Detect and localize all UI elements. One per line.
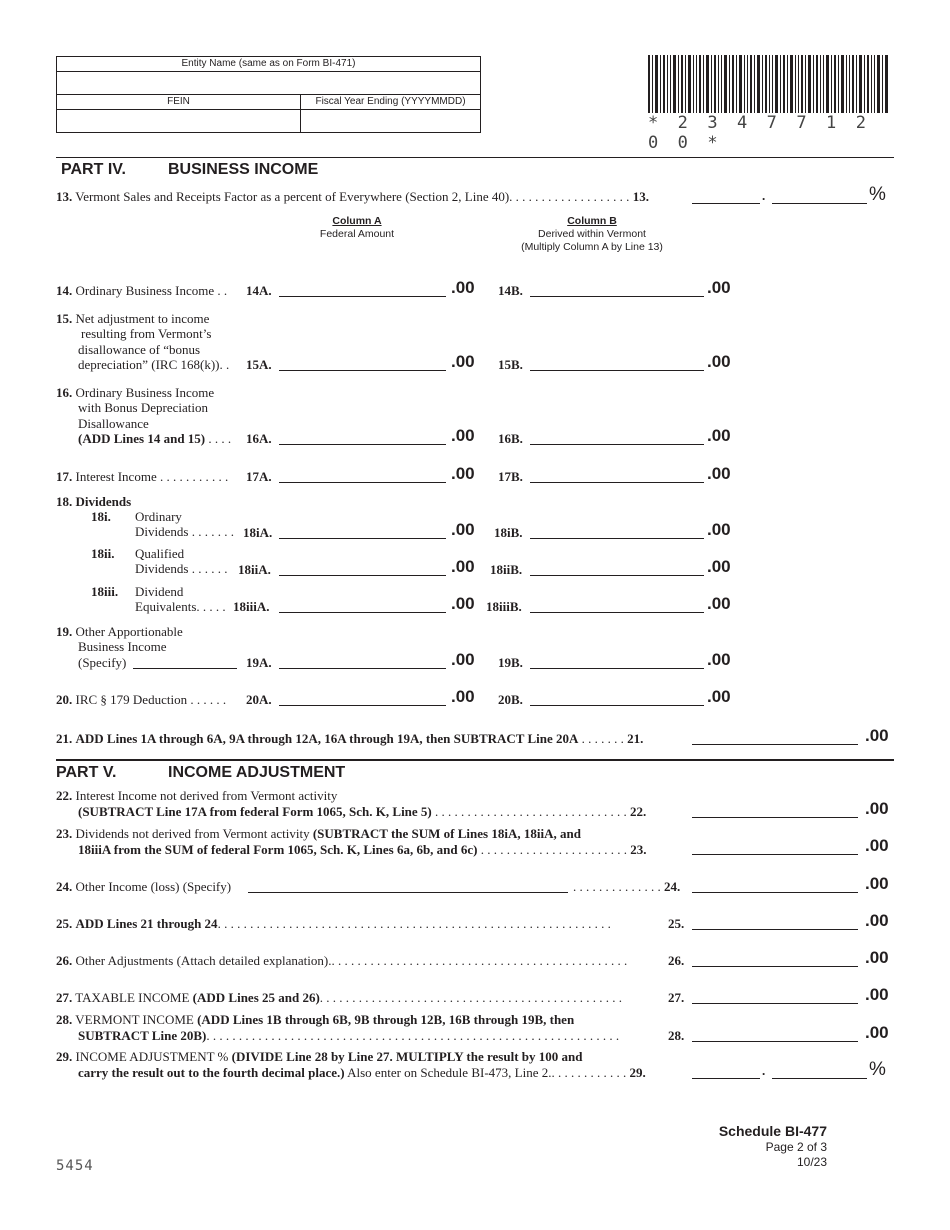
line14a-cents: .00	[451, 278, 475, 297]
line18ii-text-1: Qualified	[135, 546, 185, 561]
line18-text: Dividends	[75, 494, 132, 509]
line16-dots: . . . .	[208, 430, 232, 446]
line28-ref: 28.	[668, 1028, 685, 1043]
line27-bold: (ADD Lines 25 and 26)	[192, 990, 320, 1005]
line14a-field[interactable]	[279, 283, 446, 297]
line22-text-2: (SUBTRACT Line 17A from federal Form 1065, Sch. K, Line 5)	[78, 803, 432, 819]
line17-number: 17.	[56, 469, 73, 484]
line21-text: ADD Lines 1A through 6A, 9A through 12A, 16A through 19A, then SUBTRACT Line 20A	[75, 731, 579, 746]
line18ii-text-2: Dividends . . . . . .	[135, 561, 228, 577]
line18iiib-cents: .00	[707, 594, 731, 613]
line24-label	[56, 879, 231, 895]
line27-cents: .00	[865, 985, 889, 1004]
line22-label	[56, 788, 646, 819]
line20-ref-b: 20B.	[498, 692, 523, 707]
line18iia-field[interactable]	[279, 562, 446, 576]
part5-label: PART V.	[56, 764, 117, 781]
line20-ref-a: 20A.	[246, 692, 272, 707]
line24-cents: .00	[865, 874, 889, 893]
line22-cents: .00	[865, 799, 889, 818]
line27-field[interactable]	[692, 990, 858, 1004]
entity-name-label: Entity Name (same as on Form BI-471)	[57, 57, 480, 72]
column-b-header	[512, 215, 672, 254]
line17b-cents: .00	[707, 464, 731, 483]
line13-decimal-field[interactable]	[772, 190, 867, 204]
line15a-field[interactable]	[279, 357, 446, 371]
line24-specify-field[interactable]	[248, 879, 568, 893]
page-number: Page 2 of 3	[765, 1140, 827, 1154]
line19b-field[interactable]	[530, 655, 704, 669]
line18i-ref-a: 18iA.	[243, 525, 273, 540]
line18ii-ref-a: 18iiA.	[238, 562, 271, 577]
line18iii-number: 18iii.	[91, 584, 119, 599]
line23-text-1a: Dividends not derived from Vermont activity	[75, 826, 310, 841]
line19a-field[interactable]	[279, 655, 446, 669]
line24-tail	[573, 879, 680, 895]
line28-field[interactable]	[692, 1028, 858, 1042]
line14-ref-b: 14B.	[498, 283, 523, 298]
line17b-field[interactable]	[530, 469, 704, 483]
line26-dots: . . . . . . . . . . . . . . . . . . . . . . . . . . . . . . . . . . . . . . . . . . . . . .	[331, 953, 628, 968]
line28-number: 28.	[56, 1012, 73, 1027]
line29-percent: %	[869, 1059, 886, 1080]
line14-label	[56, 283, 227, 299]
footer-block	[650, 1122, 827, 1170]
line18iii-ref-b: 18iiiB.	[486, 599, 522, 614]
line29-decimal-field[interactable]	[772, 1065, 867, 1079]
part4-rule	[56, 157, 894, 158]
line18iiib-field[interactable]	[530, 599, 704, 613]
header-box	[56, 56, 481, 133]
line19-text-2: Business Income	[78, 639, 167, 655]
column-b-sub: Derived within Vermont	[538, 228, 646, 240]
line29-text-2b: Also enter on Schedule BI-473, Line 2.	[347, 1064, 552, 1080]
line19a-cents: .00	[451, 650, 475, 669]
line16-number: 16.	[56, 385, 73, 400]
line13-percent: %	[869, 184, 886, 205]
line29-ref: 29.	[629, 1064, 646, 1080]
line16-ref-a: 16A.	[246, 431, 272, 446]
line17a-cents: .00	[451, 464, 475, 483]
line19-specify-field[interactable]	[133, 655, 237, 669]
line24-text: Other Income (loss) (Specify)	[75, 879, 232, 894]
line18i-text-2: Dividends . . . . . . .	[135, 524, 234, 540]
line21-cents: .00	[865, 726, 889, 745]
line19-text-3: (Specify)	[78, 654, 127, 670]
line27-label	[56, 990, 666, 1006]
line13-ref: 13.	[632, 189, 649, 204]
line22-field[interactable]	[692, 804, 858, 818]
line21-dots: . . . . . . .	[581, 731, 624, 746]
line22-ref: 22.	[630, 803, 647, 819]
line25-cents: .00	[865, 911, 889, 930]
line16b-cents: .00	[707, 426, 731, 445]
line20b-cents: .00	[707, 687, 731, 706]
line14-number: 14.	[56, 283, 73, 298]
line29-text-1b: (DIVIDE Line 28 by Line 27. MULTIPLY the result by 100 and	[231, 1049, 583, 1064]
fiscal-year-label: Fiscal Year Ending (YYYYMMDD)	[301, 95, 480, 110]
line18iia-cents: .00	[451, 557, 475, 576]
line26-text: Other Adjustments (Attach detailed explanation).	[75, 953, 332, 968]
part5-title: INCOME ADJUSTMENT	[168, 764, 346, 781]
line20-label	[56, 692, 226, 708]
line18iii-text-2: Equivalents. . . . .	[135, 599, 226, 615]
line28-label	[56, 1012, 646, 1043]
line25-ref: 25.	[668, 916, 685, 931]
line15-text-3: disallowance of “bonus	[78, 341, 201, 357]
column-a-sub: Federal Amount	[319, 228, 395, 240]
line22-text-1: Interest Income not derived from Vermont activity	[75, 788, 338, 803]
form-code: 5454	[56, 1158, 94, 1174]
line19-ref-b: 19B.	[498, 655, 523, 670]
part5-rule	[56, 759, 894, 761]
line19b-cents: .00	[707, 650, 731, 669]
column-b-title: Column B	[567, 215, 617, 227]
line25-dots: . . . . . . . . . . . . . . . . . . . . . . . . . . . . . . . . . . . . . . . . . . . . . . . . . . . . . . . . . . . . .	[217, 916, 611, 931]
line15-ref-b: 15B.	[498, 357, 523, 372]
line27-text: TAXABLE INCOME	[75, 990, 190, 1005]
line29-decimal: .	[762, 1063, 766, 1078]
line29-whole-field[interactable]	[692, 1065, 760, 1079]
line13-whole-field[interactable]	[692, 190, 760, 204]
barcode-image	[648, 55, 888, 113]
entity-name-field[interactable]	[57, 72, 480, 95]
column-b-sub2: (Multiply Column A by Line 13)	[521, 241, 663, 253]
line20a-cents: .00	[451, 687, 475, 706]
line18iii-label	[135, 584, 226, 615]
line18i-ref-b: 18iB.	[494, 525, 523, 540]
line17-text: Interest Income . . . . . . . . . . .	[75, 469, 229, 484]
line18i-label	[135, 509, 234, 540]
line29-text-1a: INCOME ADJUSTMENT %	[75, 1049, 229, 1064]
line15-text-2: resulting from Vermont’s	[81, 326, 212, 342]
line14b-cents: .00	[707, 278, 731, 297]
line18ia-field[interactable]	[279, 525, 446, 539]
line13-row	[56, 189, 649, 205]
fiscal-year-field[interactable]	[301, 110, 480, 132]
line27-dots: . . . . . . . . . . . . . . . . . . . . . . . . . . . . . . . . . . . . . . . . . . . . . . .	[319, 990, 623, 1005]
line18ia-cents: .00	[451, 520, 475, 539]
line18iii-text-1: Dividend	[135, 584, 184, 599]
line24-ref: 24.	[664, 879, 681, 894]
barcode-number: * 2 3 4 7 7 1 2 0 0 *	[648, 113, 871, 153]
line17a-field[interactable]	[279, 469, 446, 483]
line20a-field[interactable]	[279, 692, 446, 706]
line28-cents: .00	[865, 1023, 889, 1042]
line18ib-field[interactable]	[530, 525, 704, 539]
line18i-text-1: Ordinary	[135, 509, 182, 524]
line17-ref-a: 17A.	[246, 469, 272, 484]
line27-ref: 27.	[668, 990, 685, 1005]
line26-ref: 26.	[668, 953, 685, 968]
line13-decimal: .	[762, 188, 766, 203]
line26-label	[56, 953, 666, 969]
line22-dots: . . . . . . . . . . . . . . . . . . . . . . . . . . . . . .	[435, 803, 627, 819]
line16-label	[56, 385, 231, 446]
line16b-field[interactable]	[530, 431, 704, 445]
column-a-header	[297, 215, 417, 241]
line18iib-field[interactable]	[530, 562, 704, 576]
line15-text-1: Net adjustment to income	[75, 311, 210, 326]
line28-text-1a: VERMONT INCOME	[75, 1012, 194, 1027]
line29-text-2a: carry the result out to the fourth decimal place.)	[78, 1064, 345, 1080]
schedule-name: Schedule BI-477	[718, 1123, 827, 1139]
line19-ref-a: 19A.	[246, 655, 272, 670]
part4-label: PART IV.	[61, 161, 126, 178]
line26-cents: .00	[865, 948, 889, 967]
line14-ref-a: 14A.	[246, 283, 272, 298]
line26-field[interactable]	[692, 953, 858, 967]
line25-label	[56, 916, 690, 932]
fein-field[interactable]	[57, 110, 301, 132]
line21-field[interactable]	[692, 731, 858, 745]
line18ii-label	[135, 546, 227, 577]
line20b-field[interactable]	[530, 692, 704, 706]
line20-text: IRC § 179 Deduction . . . . . .	[75, 692, 227, 707]
line28-dots: . . . . . . . . . . . . . . . . . . . . . . . . . . . . . . . . . . . . . . . . . . . . . . . . . . . . . . . . . . . . . . . .	[206, 1027, 620, 1043]
line24-dots: . . . . . . . . . . . . . .	[573, 879, 661, 894]
line18-label	[56, 494, 131, 510]
line18ib-cents: .00	[707, 520, 731, 539]
line28-text-1b: (ADD Lines 1B through 6B, 9B through 12B, 16B through 19B, then	[197, 1012, 575, 1027]
line21-label	[56, 731, 643, 747]
line13-number: 13.	[56, 189, 73, 204]
line27-number: 27.	[56, 990, 73, 1005]
line16-text-2: with Bonus Depreciation	[78, 400, 208, 416]
line22-number: 22.	[56, 788, 73, 803]
line16-ref-b: 16B.	[498, 431, 523, 446]
line23-ref: 23.	[630, 841, 647, 857]
line24-field[interactable]	[692, 879, 858, 893]
line17-label	[56, 469, 228, 485]
fein-label: FEIN	[57, 95, 301, 110]
line24-number: 24.	[56, 879, 73, 894]
revision-date: 10/23	[796, 1155, 827, 1169]
line17-ref-b: 17B.	[498, 469, 523, 484]
line23-cents: .00	[865, 836, 889, 855]
line13-text: Vermont Sales and Receipts Factor as a percent of Everywhere (Section 2, Line 40). . . . . . . . . . . . . . . . . . .	[75, 189, 630, 204]
line18ii-number: 18ii.	[91, 546, 115, 561]
line29-dots: . . . . . . . . . . . .	[551, 1064, 627, 1080]
line15b-field[interactable]	[530, 357, 704, 371]
line15-ref-a: 15A.	[246, 357, 272, 372]
line16-text-3: Disallowance	[78, 415, 149, 431]
line18iiia-field[interactable]	[279, 599, 446, 613]
line18-number: 18.	[56, 494, 73, 509]
line18iiia-cents: .00	[451, 594, 475, 613]
line29-label	[56, 1049, 646, 1080]
line15-number: 15.	[56, 311, 73, 326]
line16-text-1: Ordinary Business Income	[75, 385, 215, 400]
line21-number: 21.	[56, 731, 73, 746]
line23-text-1b: (SUBTRACT the SUM of Lines 18iA, 18iiA, and	[312, 826, 581, 841]
line16a-cents: .00	[451, 426, 475, 445]
line18iii-ref-a: 18iiiA.	[233, 599, 270, 614]
line16-text-4: (ADD Lines 14 and 15)	[78, 430, 206, 446]
line15b-cents: .00	[707, 352, 731, 371]
line25-text: ADD Lines 21 through 24	[75, 916, 218, 931]
line18iib-cents: .00	[707, 557, 731, 576]
line28-text-2: SUBTRACT Line 20B)	[78, 1027, 207, 1043]
line29-number: 29.	[56, 1049, 73, 1064]
line14-text: Ordinary Business Income . .	[75, 283, 228, 298]
line18i-number: 18i.	[91, 509, 111, 524]
line23-dots: . . . . . . . . . . . . . . . . . . . . . . .	[480, 841, 627, 857]
line23-field[interactable]	[692, 841, 858, 855]
line19-text-1: Other Apportionable	[75, 624, 183, 639]
line14b-field[interactable]	[530, 283, 704, 297]
line26-number: 26.	[56, 953, 73, 968]
line25-field[interactable]	[692, 916, 858, 930]
line23-number: 23.	[56, 826, 73, 841]
line15a-cents: .00	[451, 352, 475, 371]
line21-ref: 21.	[627, 731, 644, 746]
line16a-field[interactable]	[279, 431, 446, 445]
line15-label	[56, 311, 229, 372]
line19-number: 19.	[56, 624, 73, 639]
line23-text-2: 18iiiA from the SUM of federal Form 1065, Sch. K, Lines 6a, 6b, and 6c)	[78, 841, 478, 857]
column-a-title: Column A	[332, 215, 382, 227]
line18ii-ref-b: 18iiB.	[490, 562, 523, 577]
line25-number: 25.	[56, 916, 73, 931]
line20-number: 20.	[56, 692, 73, 707]
line15-text-4: depreciation” (IRC 168(k)). .	[78, 356, 230, 372]
line23-label	[56, 826, 647, 857]
part4-title: BUSINESS INCOME	[168, 161, 319, 178]
